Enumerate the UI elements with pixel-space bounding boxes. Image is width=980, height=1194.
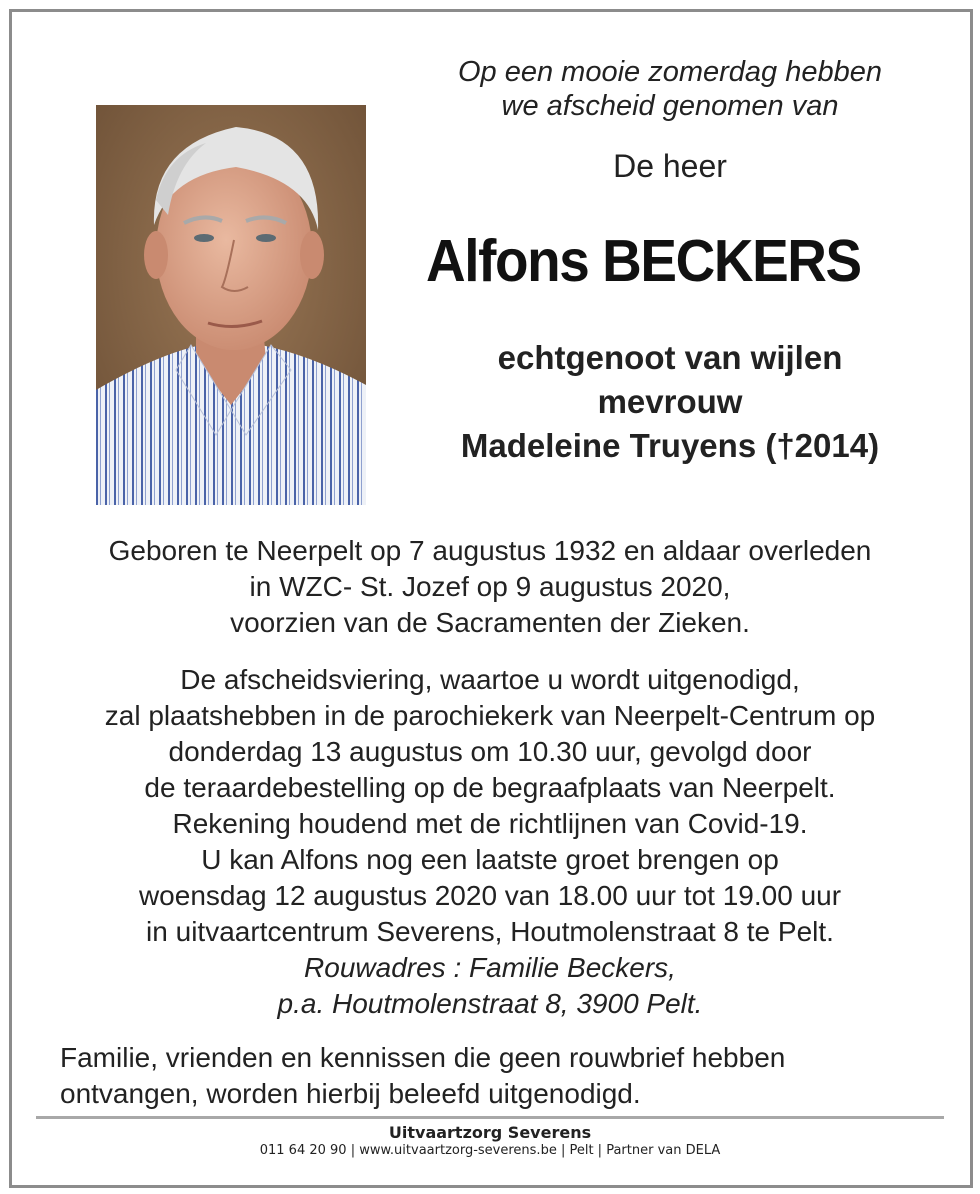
service-line: donderdag 13 augustus om 10.30 uur, gevolgd door — [168, 736, 812, 767]
spouse-line: echtgenoot van wijlen — [497, 339, 843, 376]
service-line: woensdag 12 augustus 2020 van 18.00 uur tot 19.00 uur — [138, 880, 842, 911]
spouse-line: mevrouw — [597, 383, 743, 420]
birth-line: Geboren te Neerpelt op 7 augustus 1932 en aldaar overleden — [108, 535, 872, 566]
funeral-home-name: Uitvaartzorg Severens — [388, 1123, 592, 1142]
intro-text — [390, 55, 950, 123]
family-invitation — [60, 1040, 940, 1112]
honorific-title: De heer — [613, 148, 727, 184]
service-line: U kan Alfons nog een laatste groet brengen op — [201, 844, 779, 875]
intro-line: Op een mooie zomerdag hebben — [457, 56, 882, 88]
funeral-home-contact: 011 64 20 90 | www.uitvaartzorg-severens.be | Pelt | Partner van DELA — [259, 1143, 721, 1158]
service-line: De afscheidsviering, waartoe u wordt uitgenodigd, — [180, 664, 800, 695]
deceased-name: Alfons BECKERS — [426, 228, 861, 294]
birth-death-info — [20, 533, 960, 641]
intro-line: we afscheid genomen van — [501, 90, 839, 122]
birth-line: voorzien van de Sacramenten der Zieken. — [230, 607, 750, 638]
birth-line: in WZC- St. Jozef op 9 augustus 2020, — [249, 571, 731, 602]
portrait-photo — [96, 105, 366, 505]
service-line: Rekening houdend met de richtlijnen van Covid-19. — [172, 808, 808, 839]
footer-divider — [36, 1116, 944, 1119]
family-line: Familie, vrienden en kennissen die geen rouwbrief hebben — [60, 1042, 786, 1073]
service-info — [20, 662, 960, 1022]
service-line: in uitvaartcentrum Severens, Houtmolenstraat 8 te Pelt. — [146, 916, 834, 947]
mourning-address: Rouwadres : Familie Beckers, — [304, 952, 676, 983]
family-line: ontvangen, worden hierbij beleefd uitgenodigd. — [60, 1078, 641, 1109]
spouse-info — [390, 336, 950, 468]
spouse-line: Madeleine Truyens (†2014) — [460, 427, 880, 464]
service-line: zal plaatshebben in de parochiekerk van Neerpelt-Centrum op — [104, 700, 876, 731]
mourning-address: p.a. Houtmolenstraat 8, 3900 Pelt. — [277, 988, 703, 1019]
service-line: de teraardebestelling op de begraafplaats van Neerpelt. — [144, 772, 836, 803]
